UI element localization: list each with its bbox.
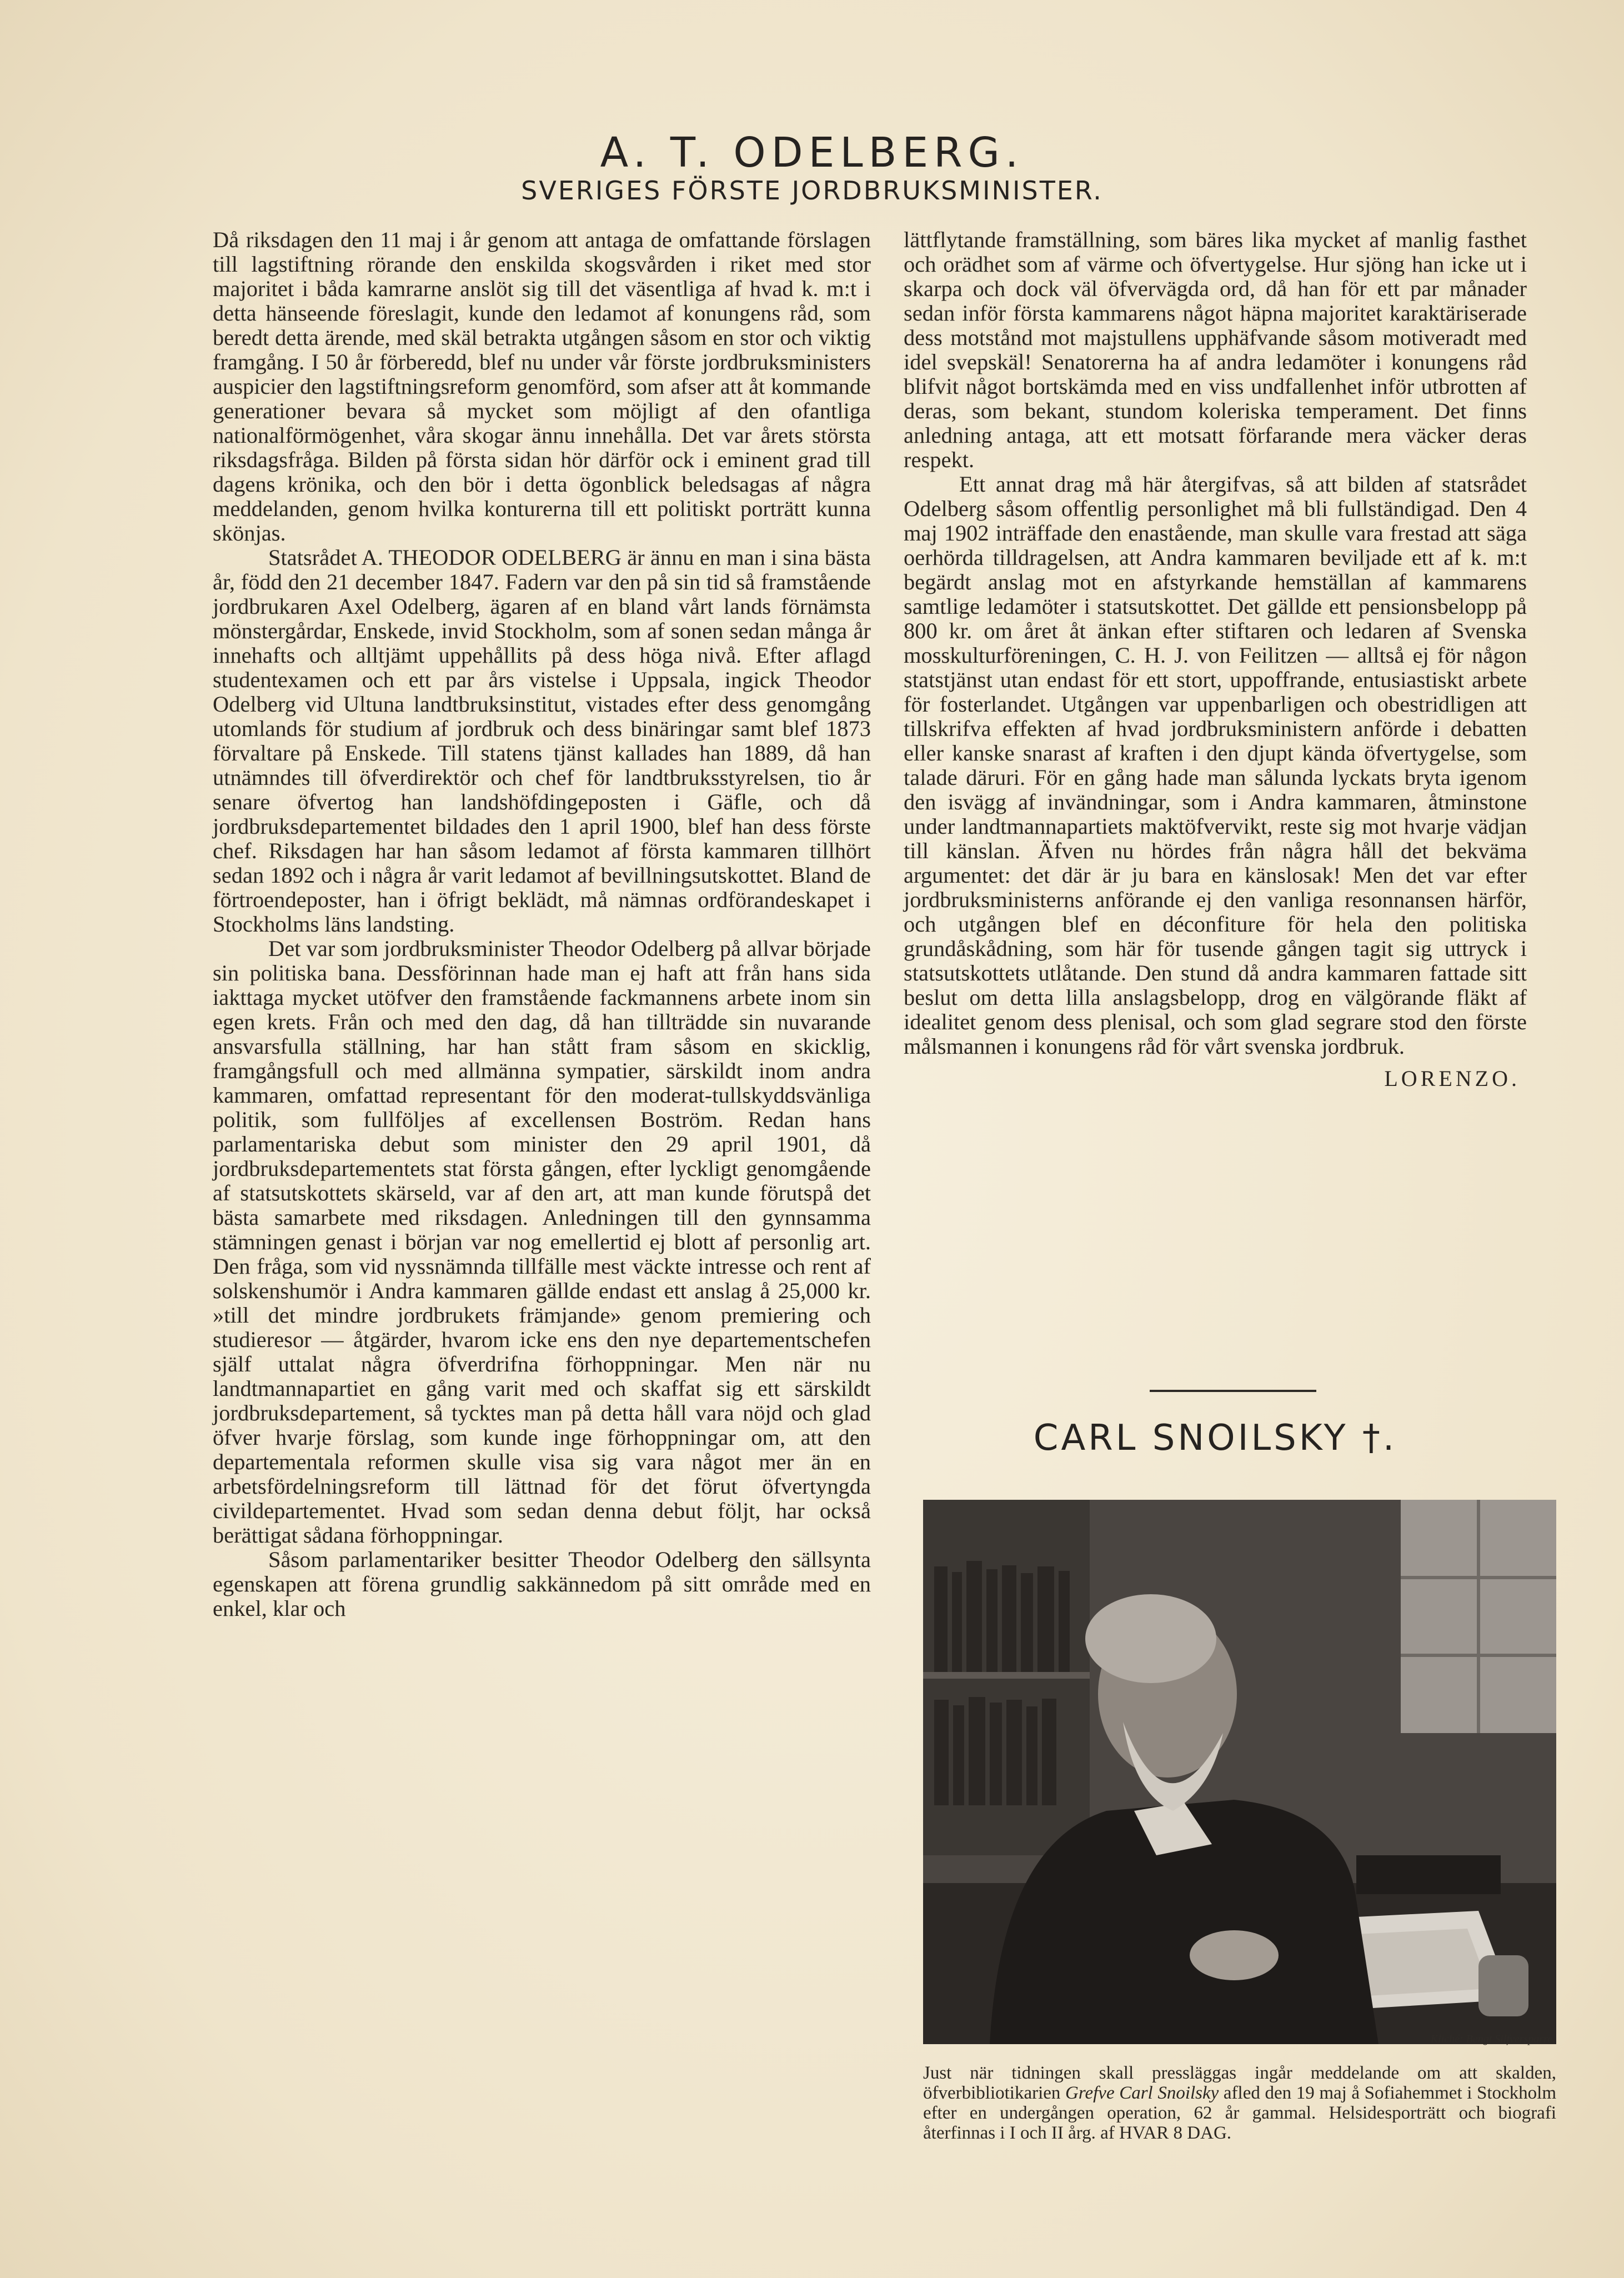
article-paragraph: Såsom parlamentariker besitter Theodor Odelberg den sällsynta egenskapen att förena grundlig sakkännedom på sitt område med en enkel, klar och [213,1547,871,1621]
article-paragraph: Då riksdagen den 11 maj i år genom att antaga de omfattande förslagen till lagstiftning rörande den enskilda skogsvården i riket med stor majoritet i båda kamrarne anslöt sig till det väsentliga af hvad k. m:t i detta hänseende föreslagit, kunde den ledamot af konungens råd, som beredt detta ärende, med skäl betrakta utgången såsom en stor och viktig framgång. I 50 år förberedd, blef nu under vår förste jordbruksministers auspicier den lagstiftningsreform genomförd, som afser att åt kommande generationer bevara så mycket som möjligt af den ofantliga nationalförmögenhet, våra skogar ännu innehålla. Det var årets största riksdagsfråga. Bilden på första sidan hör därför ock i eminent grad till dagens krönika, och den bör i detta ögonblick beledsagas af några meddelanden, genom hvilka konturerna till ett politiskt porträtt kunna skönjas. [213,227,871,545]
obituary-title: CARL SNOILSKY †. [1033,1418,1397,1459]
portrait-photo [923,1500,1556,2044]
article-paragraph: Statsrådet A. THEODOR ODELBERG är ännu en man i sina bästa år, född den 21 december 1847. Fadern var den på sin tid så framstående jordbrukaren Axel Odelberg, ägaren af en bland vårt lands förnämsta mönstergårdar, Enskede, invid Stockholm, som af sonen sedan många år innehafts och alltjämt uppehållits på dess höga nivå. Efter aflagd studentexamen och ett par års vistelse i Uppsala, ingick Theodor Odelberg vid Ultuna landtbruksinstitut, vistades efter dess genomgång utomlands för studium af jordbruk och dess binäringar samt blef 1873 förvaltare på Enskede. Till statens tjänst kallades han 1889, då han utnämndes till öfverdirektör och chef för landtbruksstyrelsen, tio år senare öfvertog han landshöfdingeposten i Gäfle, och då jordbruksdepartementet bildades den 1 april 1900, blef han dess förste chef. Riksdagen har han såsom ledamot af första kammaren tillhört sedan 1892 och i några år varit ledamot af bevillningsutskottet. Bland de förtroendeposter, han i öfrigt beklädt, må nämnas ordförandeskapet i Stockholms läns landsting. [213,545,871,937]
article-title: A. T. ODELBERG. [600,129,1024,177]
photo-caption [923,2063,1556,2143]
portrait-illustration [923,1500,1556,2044]
caption-name: Grefve Carl Snoilsky [1065,2083,1219,2103]
article-paragraph: Det var som jordbruksminister Theodor Odelberg på allvar började sin politiska bana. Dessförinnan hade man ej haft att från hans sida iakttaga mycket utöfver den framstående fackmannens arbete inom sin egen krets. Från och med den dag, då han tillträdde sin nuvarande ansvarsfulla ställning, har han stått fram såsom en skicklig, framgångsfull och med allmänna sympatier, särskildt inom andra kammaren, omfattad representant för den moderat-tullskyddsvänliga politik, som fullföljes af excellensen Boström. Redan hans parlamentariska debut som minister den 29 april 1901, då jordbruksdepartementets stat första gången, efter lyckligt genomgående af statsutskottets skärseld, var af den art, att man kunde förutspå det bästa samarbete med riksdagen. Anledningen till den gynnsamma stämningen genast i början var nog emellertid ej blott af personlig art. Den fråga, som vid nyssnämnda tillfälle mest väckte intresse och rent af solskenshumör i Andra kammaren gällde endast ett anslag å 25,000 kr. »till det mindre jordbrukets främjande» genom premiering och studieresor — åtgärder, hvarom icke ens den nye departementschefen själf uttalat några öfverdrifna förhoppningar. Men när nu landtmannapartiet en gång varit med och skaffat sig ett särskildt jordbruksdepartement, så tycktes man på detta håll vara nöjd och glad öfver hvarje förslag, som kunde inge förhoppningar om, att den departementala reformen skulle visa sig vara något mer än en arbetsfördelningsreform till lättnad för det förut öfvertyngda civildepartementet. Hvad som sedan denna debut följt, har också berättigat sådana förhoppningar. [213,936,871,1548]
article-signature: LORENZO. [1384,1066,1520,1091]
article-paragraph: lättflytande framställning, som bäres lika mycket af manlig fasthet och orädhet som af värme och öfvertygelse. Hur sjöng han icke ut i skarpa och dock väl öfvervägda ord, då han för ett par månader sedan inför första kammarens något häpna majoritet karaktäriserade dess motstånd mot majstullens upphäfvande såsom motiveradt med idel svepskäl! Senatorerna ha af andra ledamöter i konungens råd blifvit något bortskämda med en viss undfallenhet inför utbrotten af deras, som bekant, stundom koleriska temperament. Det finns anledning antaga, att ett motsatt förfarande mera väcker deras respekt. [904,227,1527,472]
caption-text: Just när tidningen skall pressläggas ingår meddelande om att skalden, öfverbibliotikarien [923,2063,1556,2103]
article-subtitle: SVERIGES FÖRSTE JORDBRUKSMINISTER. [521,176,1103,206]
article-paragraph: Ett annat drag må här återgifvas, så att bilden af statsrådet Odelberg såsom offentlig personlighet må bli fullständigad. Den 4 maj 1902 inträffade den enastående, man skulle vara frestad att säga oerhörda tilldragelsen, att Andra kammaren beviljade ett af k. m:t begärdt anslag mot en afstyrkande hemställan af kammarens samtlige ledamöter i statsutskottet. Det gällde ett pensionsbelopp på 800 kr. om året åt änkan efter stiftaren och ledaren af Svenska mosskulturföreningen, C. H. J. von Feilitzen — alltså ej för någon statstjänst utan endast för ett stort, uppoffrande, entusiastiskt arbete för fosterlandet. Utgången var uppenbarligen och obestridligen att tillskrifva effekten af hvad jordbruksministern anförde i debatten eller kanske snarast af kraften i den djupt kända öfvertygelse, som talade däruri. För en gång hade man sålunda lyckats bryta igenom den isvägg af invändningar, som i Andra kammaren, åtminstone under landtmannapartiets maktöfvervikt, reste sig mot hvarje vädjan till känslan. Äfven nu hördes från några håll det bekväma argumentet: det där är ju bara en känslosak! Men det var efter jordbruksministerns anförande ej den vanliga resonnansen härför, och utgången blef en déconfiture för hela den politiska grundåskådning, som här för tusende gången tagit sig uttryck i statsutskottets utlåtande. Den stund då andra kammaren fattade sitt beslut om detta lilla anslagsbelopp, drog en välgörande fläkt af idealitet genom dess plenisal, och som glad segrare stod den förste målsmannen i konungens råd för vårt svenska jordbruk. [904,472,1527,1059]
article-column-left [213,228,871,1621]
article-column-right [904,228,1527,1091]
section-divider [1150,1390,1316,1392]
caption-text: afled den 19 maj å Sofiahemmet i Stockholm efter en undergången operation, 62 år gammal. Helsidesporträtt och biografi återfinnas i I och II årg. af HVAR 8 DAG. [923,2083,1556,2143]
photo-credit: Kliché: Bengt Silfversparre. [1430,2033,1555,2045]
